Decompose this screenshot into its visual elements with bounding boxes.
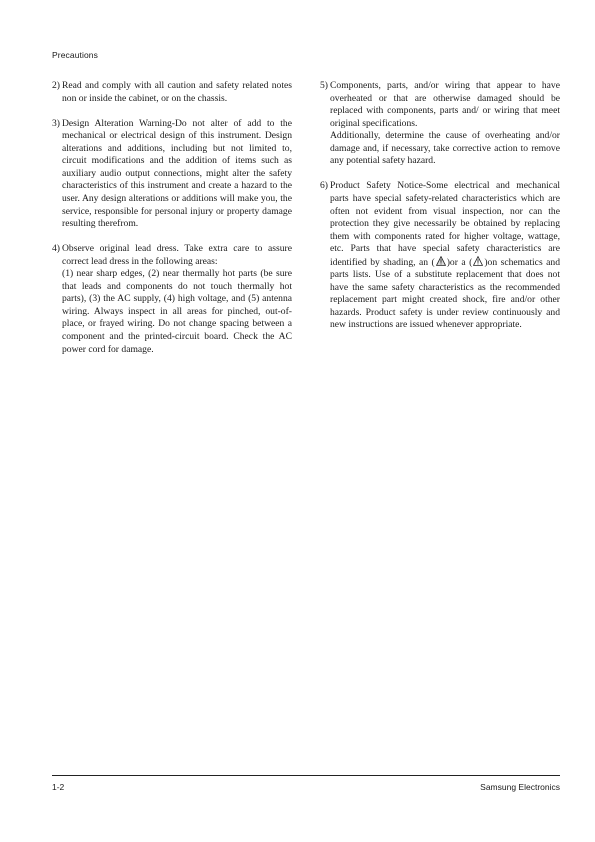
left-column	[52, 80, 292, 369]
item-number: 5)	[320, 80, 328, 91]
item-text-part-b: )or a (	[446, 256, 473, 268]
item-text: Components, parts, and/or wiring that appear to have overheated or that are otherwise damaged should be replaced with components, parts and/ or wiring that meet original specifications.	[330, 80, 560, 129]
item-text	[330, 180, 560, 332]
item-text: Observe original lead dress. Take extra care to assure correct lead dress in the following areas:	[62, 243, 292, 267]
footer-divider	[52, 775, 560, 776]
right-column	[320, 80, 560, 345]
precaution-item-6	[320, 180, 560, 332]
item-text-continued: (1) near sharp edges, (2) near thermally hot parts (be sure that leads and components do not touch thermally hot parts), (3) the AC supply, (4) high voltage, and (5) antenna wiring. Always inspect in all areas for pinched, out-of-place, or frayed wiring. Do not change spacing between a component and the printed-circuit board. Check the AC power cord for damage.	[62, 268, 292, 355]
precaution-item-2	[52, 80, 292, 105]
precaution-item-4	[52, 243, 292, 356]
page-number: 1-2	[52, 782, 65, 792]
item-text-part-c: )on schematics and parts lists. Use of a substitute replacement that does not have the same safety characteristics as the recommended replacement part might created shock, fire and/or other hazards. Product safety is under review continuously and new instructions are issued whenever appropriate.	[330, 256, 560, 331]
item-text-part-a: Product Safety Notice-Some electrical and mechanical parts have special safety-related characteristics which are often not evident from visual inspection, nor can the protection they give necessarily be obtained by replacing them with components rated for higher voltage, wattage, etc. Parts that have special safety characteristics are identified by shading, an (	[330, 180, 560, 268]
precaution-item-3	[52, 118, 292, 231]
item-number: 4)	[52, 243, 60, 255]
warning-triangle-icon	[473, 256, 483, 266]
precaution-item-5	[320, 80, 560, 168]
item-number: 6)	[320, 180, 328, 192]
item-number: 2)	[52, 80, 60, 91]
item-number: 3)	[52, 117, 60, 129]
item-text: Design Alteration Warning-Do not alter of add to the mechanical or electrical design of this instrument. Design alterations and additions, including but not limited to, circuit modifications and the addition of items such as auxiliary audio output connections, might alter the safety characteristics of this instrument and create a hazard to the user. Any design alterations or additions will make you, the service, responsible for personal injury or property damage resulting therefrom.	[62, 117, 292, 230]
footer-brand: Samsung Electronics	[480, 782, 560, 792]
section-header: Precautions	[52, 50, 98, 60]
item-text: Read and comply with all caution and safety related notes non or inside the cabinet, or on the chassis.	[62, 80, 292, 104]
warning-triangle-icon	[436, 256, 446, 266]
item-text-continued: Additionally, determine the cause of overheating and/or damage and, if necessary, take corrective action to remove any potential safety hazard.	[330, 130, 560, 167]
